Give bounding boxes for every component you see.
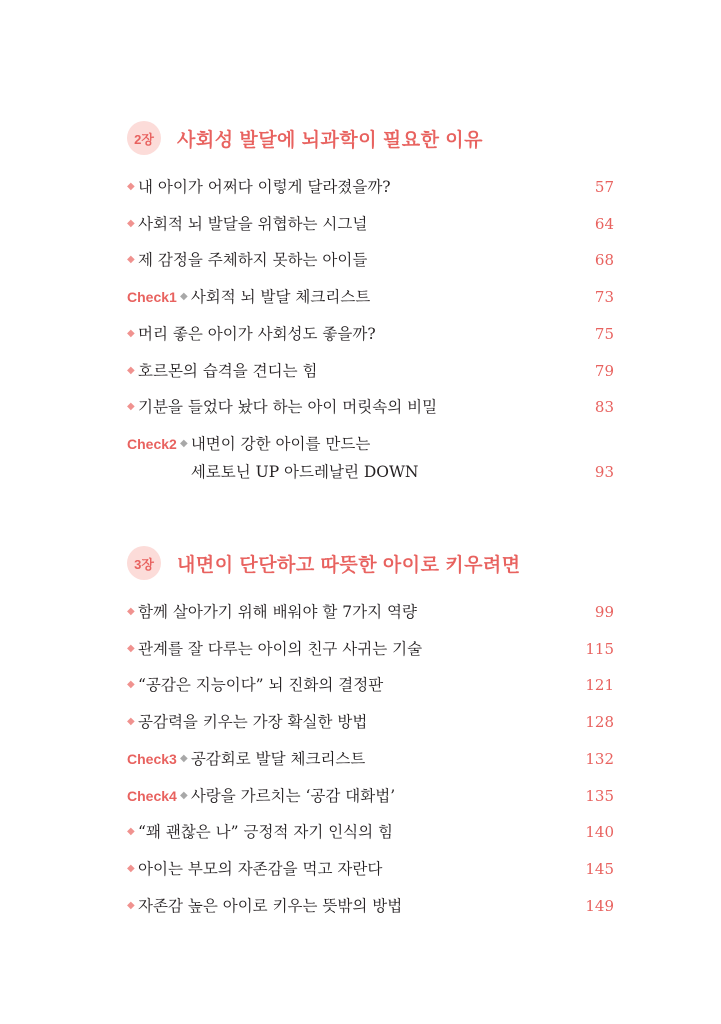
entry-title-line1: 사회적 뇌 발달을 위협하는 시그널 bbox=[138, 214, 368, 233]
entry-title bbox=[191, 786, 554, 806]
diamond-bullet-icon: ◆ bbox=[127, 899, 135, 911]
page-number: 83 bbox=[594, 398, 614, 417]
toc-entry[interactable] bbox=[127, 859, 614, 879]
entry-title bbox=[138, 639, 554, 659]
page-number: 99 bbox=[594, 603, 614, 621]
diamond-bullet-icon: ◆ bbox=[179, 789, 188, 801]
diamond-bullet-icon: ◆ bbox=[179, 291, 188, 303]
diamond-bullet-icon: ◆ bbox=[179, 752, 188, 764]
chapter-title: 내면이 단단하고 따뜻한 아이로 키우려면 bbox=[177, 554, 521, 576]
entry-title-line1: 자존감 높은 아이로 키우는 뜻밖의 방법 bbox=[138, 896, 403, 915]
toc-entry[interactable] bbox=[127, 397, 614, 417]
toc-entry[interactable] bbox=[127, 675, 614, 695]
diamond-bullet-icon: ◆ bbox=[127, 862, 135, 874]
chapter-badge: 2장 bbox=[127, 121, 161, 155]
entry-title-line1: 공감력을 키우는 가장 확실한 방법 bbox=[138, 713, 368, 732]
diamond-bullet-icon: ◆ bbox=[127, 826, 135, 838]
toc-entry[interactable] bbox=[127, 896, 614, 916]
page-number: 57 bbox=[594, 178, 614, 196]
diamond-bullet-icon: ◆ bbox=[127, 679, 135, 691]
diamond-bullet-icon: ◆ bbox=[127, 606, 135, 617]
checklist-label: Check2 bbox=[127, 435, 177, 452]
entry-title bbox=[191, 749, 554, 769]
page-number: 135 bbox=[585, 786, 614, 805]
toc-entry[interactable] bbox=[127, 749, 614, 769]
toc-entry[interactable] bbox=[127, 287, 614, 307]
page-number: 132 bbox=[585, 749, 614, 768]
diamond-bullet-icon: ◆ bbox=[127, 716, 135, 728]
toc-entry[interactable] bbox=[127, 602, 614, 622]
diamond-bullet-icon: ◆ bbox=[127, 181, 135, 192]
page-number: 64 bbox=[594, 214, 614, 233]
entry-title bbox=[138, 602, 554, 622]
entry-title bbox=[138, 397, 554, 417]
entry-title-line1: 제 감정을 주체하지 못하는 아이들 bbox=[138, 251, 368, 270]
checklist-label: Check3 bbox=[127, 750, 177, 767]
entry-title-line1: 호르몬의 습격을 견디는 힘 bbox=[138, 361, 318, 380]
chapter-title: 사회성 발달에 뇌과학이 필요한 이유 bbox=[177, 129, 483, 151]
page-number: 121 bbox=[585, 676, 614, 695]
diamond-bullet-icon: ◆ bbox=[127, 327, 135, 339]
entry-title-line1: “꽤 괜찮은 나” 긍정적 자기 인식의 힘 bbox=[138, 823, 394, 842]
entry-title-line1: 아이는 부모의 자존감을 먹고 자란다 bbox=[138, 859, 383, 878]
page-number: 115 bbox=[585, 639, 614, 658]
diamond-bullet-icon: ◆ bbox=[127, 642, 135, 654]
page-number: 93 bbox=[594, 462, 614, 481]
checklist-label: Check1 bbox=[127, 289, 177, 306]
entry-title-line1: 사랑을 가르치는 ‘공감 대화법’ bbox=[190, 786, 396, 805]
entry-title-line1: 사회적 뇌 발달 체크리스트 bbox=[190, 288, 371, 307]
entry-title-line1: 관계를 잘 다루는 아이의 친구 사귀는 기술 bbox=[138, 639, 423, 658]
checklist-label: Check4 bbox=[127, 787, 177, 804]
entry-title bbox=[138, 712, 554, 732]
toc-entry[interactable] bbox=[127, 639, 614, 659]
entry-title-line1: 머리 좋은 아이가 사회성도 좋을까? bbox=[138, 324, 376, 343]
chapter-heading bbox=[127, 546, 521, 580]
page-number: 145 bbox=[585, 859, 614, 878]
entry-title-line1: 함께 살아가기 위해 배워야 할 7가지 역량 bbox=[138, 603, 417, 621]
toc-entry[interactable] bbox=[127, 434, 614, 482]
entry-title bbox=[138, 177, 554, 197]
entry-title-line1: 기분을 들었다 놨다 하는 아이 머릿속의 비밀 bbox=[138, 398, 438, 417]
diamond-bullet-icon: ◆ bbox=[179, 437, 188, 449]
page-number: 140 bbox=[585, 823, 614, 842]
page-number: 149 bbox=[585, 896, 614, 915]
entry-title bbox=[138, 859, 554, 879]
entry-title-line2: 세로토닌 UP 아드레날린 DOWN bbox=[190, 462, 419, 481]
entry-title bbox=[138, 822, 554, 842]
page-number: 73 bbox=[594, 288, 614, 307]
toc-entry[interactable] bbox=[127, 250, 614, 270]
page-number: 128 bbox=[585, 713, 614, 732]
toc-entry[interactable] bbox=[127, 177, 614, 197]
page-number: 75 bbox=[594, 324, 614, 343]
entry-title bbox=[138, 324, 554, 344]
entry-title bbox=[191, 287, 554, 307]
toc-entry[interactable] bbox=[127, 712, 614, 732]
diamond-bullet-icon: ◆ bbox=[127, 401, 135, 413]
entry-title-line1: 내면이 강한 아이를 만드는 bbox=[190, 434, 371, 453]
toc-entry[interactable] bbox=[127, 786, 614, 806]
chapter-heading bbox=[127, 121, 483, 155]
toc-entry[interactable] bbox=[127, 822, 614, 842]
diamond-bullet-icon: ◆ bbox=[127, 364, 135, 376]
toc-entry[interactable] bbox=[127, 361, 614, 381]
entry-title-line1: 공감회로 발달 체크리스트 bbox=[190, 749, 366, 768]
page-number: 79 bbox=[594, 361, 614, 380]
entry-title bbox=[138, 896, 554, 916]
diamond-bullet-icon: ◆ bbox=[127, 217, 135, 229]
entry-title bbox=[138, 214, 554, 234]
toc-entry[interactable] bbox=[127, 324, 614, 344]
entry-title bbox=[138, 361, 554, 381]
diamond-bullet-icon: ◆ bbox=[127, 254, 135, 266]
entry-title-line1: 내 아이가 어쩌다 이렇게 달라졌을까? bbox=[138, 178, 391, 196]
chapter-badge: 3장 bbox=[127, 546, 161, 580]
entry-title bbox=[191, 434, 554, 482]
entry-title bbox=[138, 675, 554, 695]
page-number: 68 bbox=[594, 251, 614, 270]
toc-entry[interactable] bbox=[127, 214, 614, 234]
entry-title-line1: “공감은 지능이다” 뇌 진화의 결정판 bbox=[138, 676, 384, 695]
entry-title bbox=[138, 250, 554, 270]
